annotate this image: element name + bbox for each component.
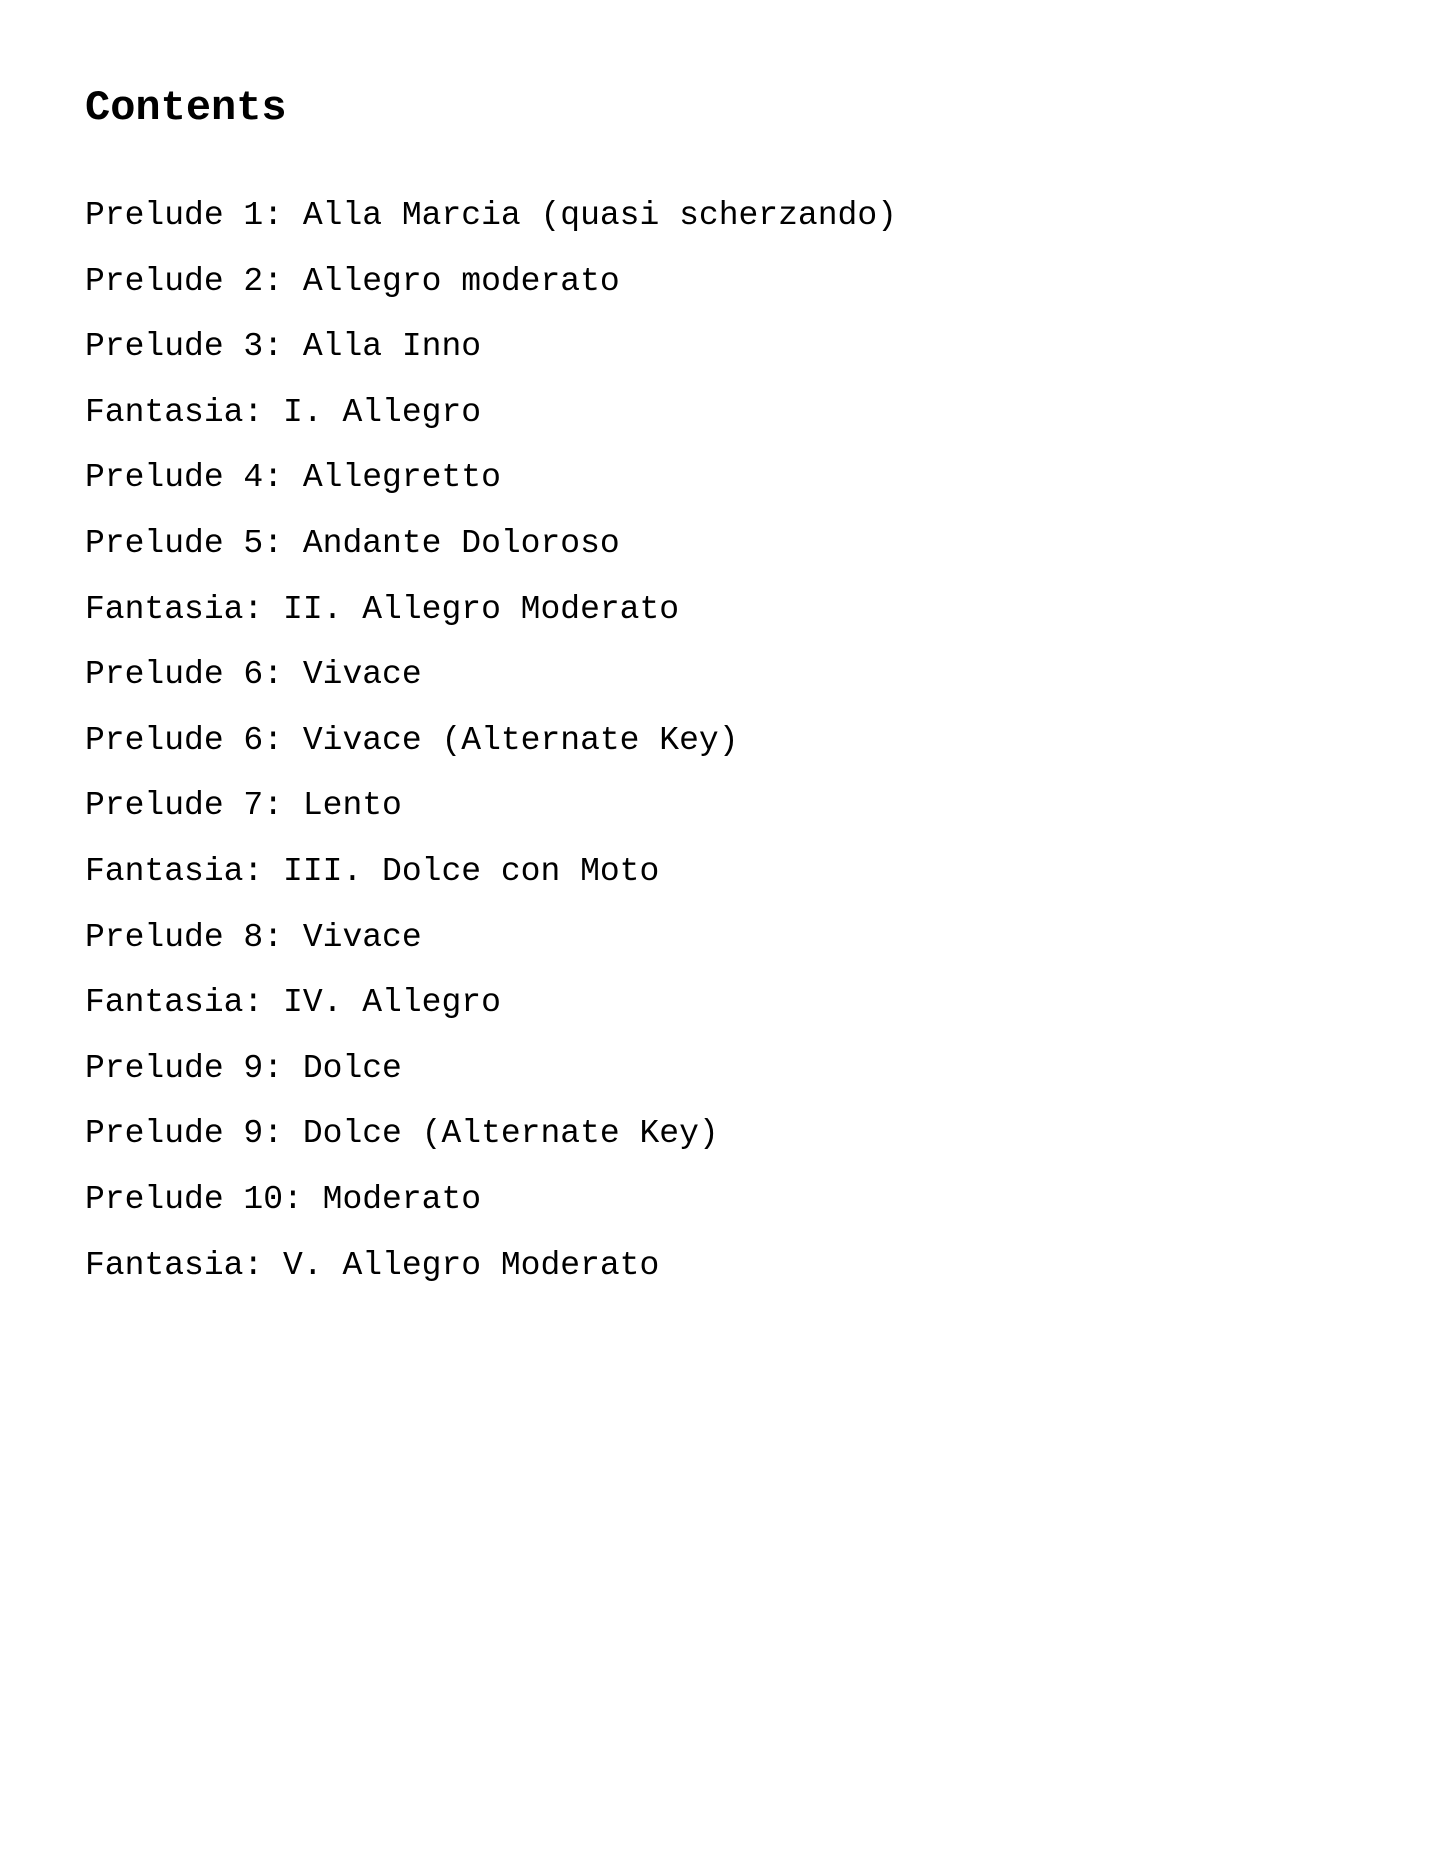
- toc-entry: Prelude 6: Vivace: [85, 656, 422, 694]
- toc-entry: Fantasia: II. Allegro Moderato: [85, 590, 680, 628]
- toc-entry: Prelude 7: Lento: [85, 787, 402, 825]
- toc-entry: Prelude 2: Allegro moderato: [85, 262, 620, 300]
- toc-entry: Fantasia: V. Allegro Moderato: [85, 1246, 660, 1284]
- toc-entry: Prelude 6: Vivace (Alternate Key): [85, 721, 739, 759]
- toc-entry: Prelude 1: Alla Marcia (quasi scherzando): [85, 197, 897, 234]
- toc-entry: Prelude 9: Dolce (Alternate Key): [85, 1115, 719, 1153]
- toc-entry: Fantasia: III. Dolce con Moto: [85, 852, 660, 890]
- toc-entry: Prelude 5: Andante Doloroso: [85, 524, 620, 562]
- table-of-contents: [85, 196, 897, 1311]
- toc-entry: Prelude 4: Allegretto: [85, 459, 501, 497]
- toc-entry: Fantasia: IV. Allegro: [85, 984, 501, 1022]
- toc-entry: Fantasia: I. Allegro: [85, 393, 482, 431]
- toc-entry: Prelude 8: Vivace: [85, 918, 422, 956]
- toc-entry: Prelude 9: Dolce: [85, 1049, 402, 1087]
- document-page: [85, 78, 1365, 1284]
- toc-entry: Prelude 10: Moderato: [85, 1180, 482, 1218]
- toc-entry: Prelude 3: Alla Inno: [85, 328, 482, 366]
- page-title: Contents: [85, 84, 287, 132]
